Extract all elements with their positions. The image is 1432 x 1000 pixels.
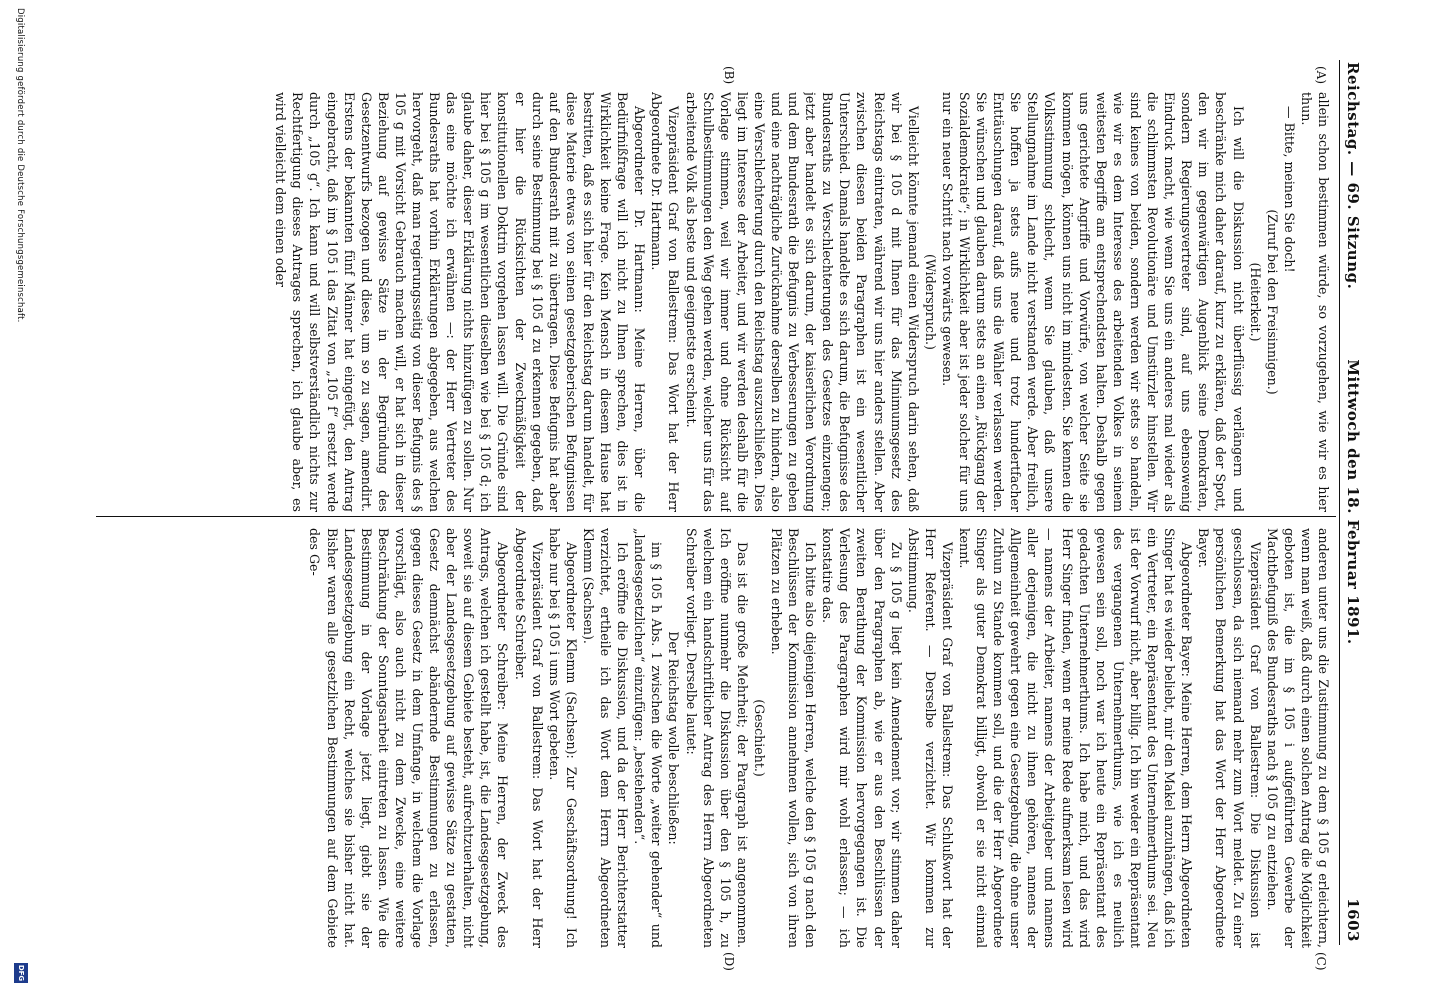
paragraph: — Bitte, meinen Sie doch! <box>1281 106 1297 273</box>
margin-mark-a: (A) <box>1314 66 1328 85</box>
speaker-paragraph: Vizepräsident Graf von Ballestrem: Das Wort hat der Herr Abgeordnete Schreiber. <box>512 528 545 948</box>
paragraph: Das ist die große Mehrheit; der Paragraph ist angenommen. Ich eröffne nunmehr die Diskussion über den § 105 h, zu welchem ein handschriftlicher Antrag des Herrn Abgeordneten Schreiber vorliegt. Derselbe lautet: <box>683 528 750 948</box>
paragraph: anderen unter uns die Zustimmung zu dem § 105 g erleichtern, wenn man weiß, daß durch einen solchen Antrag die Möglichkeit geboten ist, die im § 105 i aufgeführten Gewerbe der Machtbefugniß des Bundesraths nach § 105 g zu entziehen. <box>1264 528 1331 948</box>
digitization-credit: Digitalisierung gefördert durch die Deutsche Forschungsgemeinschaft. <box>15 8 25 323</box>
interjection: (Widerspruch.) <box>922 254 938 350</box>
paragraph: Zu § 105 g liegt kein Amendement vor; wir stimmen daher über den Paragraphen ab, wie er aus den Beschlüssen der zweiten Berathung der Kommission hervorgegangen ist. Die Verlesung des Paragraphen wird mir wohl erlassen; — ich konstatire das. <box>820 528 904 948</box>
paragraph: Ich will die Diskussion nicht überflüssig verlängern und beschränke mich daher darauf, kurz zu erklären, daß der Spott, den wir im gegenwärtigen Augenblick seine Demokraten, sondern Regierungsvertreter sind, auf uns ebensowenig Eindruck macht, wie wenn Sie uns ein anderes mal wieder als die schlimmsten Revolutionäre und Umstürzler hinstellen. Wir sind keines von beiden, sondern werden wir stets so handeln, wie wir es dem Interesse des arbeitenden Volkes in seinem weitesten Begriffe am entsprechendsten halten. Deshalb gegen uns gerichtete Angriffe und Vorwürfe, von welcher Seite sie kommen mögen, können uns nicht im mindesten. Sie kennen die Volksstimmung schlecht, wenn Sie glauben, daß unsere Stellungnahme im Lande nicht verstanden werde. Aber freilich, Sie hoffen ja stets aufs neue und trotz hundertfacher Enttäuschungen darauf, daß uns die Wähler verlassen werden. Sie wünschen und glauben darum stets an einen „Rückgang der Sozialdemokratie“; in Wirklichkeit aber ist jeder solcher für uns nur ein neuer Schritt nach vorwärts gewesen. <box>939 92 1246 512</box>
speaker-paragraph: Vizepräsident Graf von Ballestrem: Die Diskussion ist geschlossen, da sich niemand mehr zum Wort meldet. Zu einer persönlichen Bemerkung hat das Wort der Herr Abgeordnete Bayer. <box>1196 528 1263 948</box>
page-number: 1603 <box>1344 898 1362 942</box>
header-left: Reichstag. — 69. Sitzung. <box>1344 62 1362 290</box>
speaker-paragraph: Abgeordneter Bayer: Meine Herren, dem Herrn Abgeordneten Singer hat es wieder beliebt, mir den Makel anzuhängen, daß ich ein Vertreter, ein Repräsentant des Unternehmerthums sei. Neu ist der Vorwurf nicht, aber billig. Ich bin weder ein Repräsentant des vergangenen Unternehmerthums, wie ich es neulich gewesen sein soll, noch war ich heute ein Repräsentant des gedachten Unternehmerthums. Ich habe mich, und das wird Herr Singer finden, wenn er meine Rede aufmerksam lesen wird — namens der Arbeiter, namens der Arbeitgeber und namens aller derjenigen, die nicht zu ihnen gehören, namens der Allgemeinheit gewehrt gegen eine Gesetzgebung, die ohne unser Zuthun zu Stande kommen soll, und die der Herr Abgeordnete Singer als guter Demokrat billigt, obwohl er sie nicht einmal kennt. <box>957 528 1195 948</box>
interjection: (Zuruf bei den Freisinnigen.) <box>1264 209 1280 395</box>
interjection: (Geschieht.) <box>751 699 767 777</box>
speaker-paragraph: Abgeordneter Schreiber: Meine Herren, der Zweck des Antrags, welchen ich gestellt habe, ist, die Landesgesetzgebung, soweit sie auf diesem Gebiete besteht, aufrechtzuerhalten, nicht aber der Landesgesetzgebung auf gewisse Sätze zu gestatten, Gesetz demnächst abändernde Bestimmungen zu erlassen, gegen dieses Gesetz in dem Umfange, in welchem die Vorlage vorschlägt, also auch nicht zu dem Zwecke, eine weitere Beschränkung der Sonntagsarbeit eintreten zu lassen. Wie die Bestimmung in der Vorlage jetzt liegt, giebt sie der Landesgesetzgebung ein Recht, welches sie bisher nicht hat. Bisher waren alle gesetzlichen Bestimmungen auf dem Gebiete des Ge- <box>307 528 511 948</box>
motion-text: im § 105 h Abs. 1 zwischen die Worte „weiter gehender“ und „landesgesetzlichen“ einzufügen: „bestehenden“. <box>632 528 665 948</box>
motion-heading: Der Reichstag wolle beschließen: <box>666 631 682 845</box>
margin-mark-d: (D) <box>722 952 736 971</box>
paragraph: Vielleicht könnte jemand einen Widerspruch darin sehen, daß wir bei § 105 d mit Ihnen für das Minimumsgesetz des Reichstags eintraten, während wir uns hier anders stellen. Aber zwischen diesen beiden Paragraphen ist ein wesentlicher Unterschied. Damals handelte es sich darum, die Befugnisse des Bundesraths zu Verschlechterungen des Gesetzes einzuengen; jetzt aber handelt es sich darum, der kaiserlichen Verordnung und dem Bundesrath die Befugnis zu Verbesserungen zu geben und eine nachträgliche Zurücknahme derselben zu hindern, also eine Verschlechterung durch den Reichstag auszuschließen. Dies liegt im Interesse der Arbeiter, und wir werden deshalb für die Vorlage stimmen, weil wir immer und ohne Rücksicht auf Schulbestimmungen den Weg gehen werden, welcher uns für das arbeitende Volk als beste und geeignetste erscheint. <box>683 92 921 512</box>
page-header <box>1340 62 1362 942</box>
left-column <box>102 92 1332 512</box>
margin-mark-b: (B) <box>722 66 736 85</box>
speaker-paragraph: Vizepräsident Graf von Ballestrem: Das Wort hat der Herr Abgeordnete Dr. Hartmann. <box>649 92 682 512</box>
header-date: Mittwoch den 18. Februar 1891. <box>1344 359 1362 645</box>
speaker-paragraph: Abgeordneter Dr. Hartmann: Meine Herren, über die Bedürfnißfrage will ich nicht zu Ihnen sprechen, dies ist in Wirklichkeit keine Frage. Kein Mensch in diesem Hause hat bestritten, daß es sich hier für den Reichstag darum handelt, für diese Materie etwas von seinen gesetzgeberischen Befugnissen auf den Bundesrath mit zu übertragen. Diese Befugnis hat aber durch seine Bestimmung bei § 105 d zu erkennen gegeben, daß er hier die Rücksichten der Zweckmäßigkeit der konstitutionellen Doktrin vorgehen lassen will. Die Gründe sind hier bei § 105 g im wesentlichen dieselben wie bei § 105 d; ich glaube daher, dieser Erklärung nichts hinzufügen zu sollen. Nur das eine möchte ich erwähnen —: der Herr Vertreter des Bundesraths hat vorhin Erklärungen abgegeben, aus welchen hervorgeht, daß man regierungsseitig von dieser Befugnis des § 105 g mit Vorsicht Gebrauch machen will, er hat sich in dieser Beziehung auf gewisse Sätze in der Begründung des Gesetzentwurfs bezogen und diese, um so zu sagen, amendirt. Erstens der bekannten fünf Männer hat eingefügt, den Antrag eingebracht, daß im § 105 i das Zitat von „105 f“ ersetzt werde durch „105 g“. Ich kann und will selbstverständlich nichts zur Rechtfertigung dieses Antrages sprechen, ich glaube aber, es wird vielleicht dem einen oder <box>273 92 648 512</box>
paragraph: Ich eröffne die Diskussion, und da der Herr Berichterstatter verzichtet, ertheile ich das Wort dem Herrn Abgeordneten Klemm (Sachsen). <box>580 528 631 948</box>
speaker-paragraph: Abgeordneter Klemm (Sachsen): Zur Geschäftsordnung! Ich habe nur bei § 105 i ums Wort gebeten. <box>546 528 579 948</box>
header-rule <box>1339 60 1340 945</box>
dfg-logo: DFG <box>14 963 28 983</box>
interjection: (Heiterkeit.) <box>1247 262 1263 342</box>
right-column <box>102 528 1332 948</box>
speaker-paragraph: Vizepräsident Graf von Ballestrem: Das Schlußwort hat der Herr Referent. — Derselbe verzichtet. Wir kommen zur Abstimmung. <box>905 528 955 948</box>
margin-mark-c: (C) <box>1314 952 1328 971</box>
paragraph: allein schon bestimmen würde, so vorzugehen, wie wir es hier thun. <box>1298 92 1331 512</box>
column-divider <box>96 516 1336 517</box>
paragraph: Ich bitte also diejenigen Herren, welche den § 105 g nach den Beschlüssen der Kommission annehmen wollen, sich von ihren Plätzen zu erheben. <box>769 528 819 948</box>
